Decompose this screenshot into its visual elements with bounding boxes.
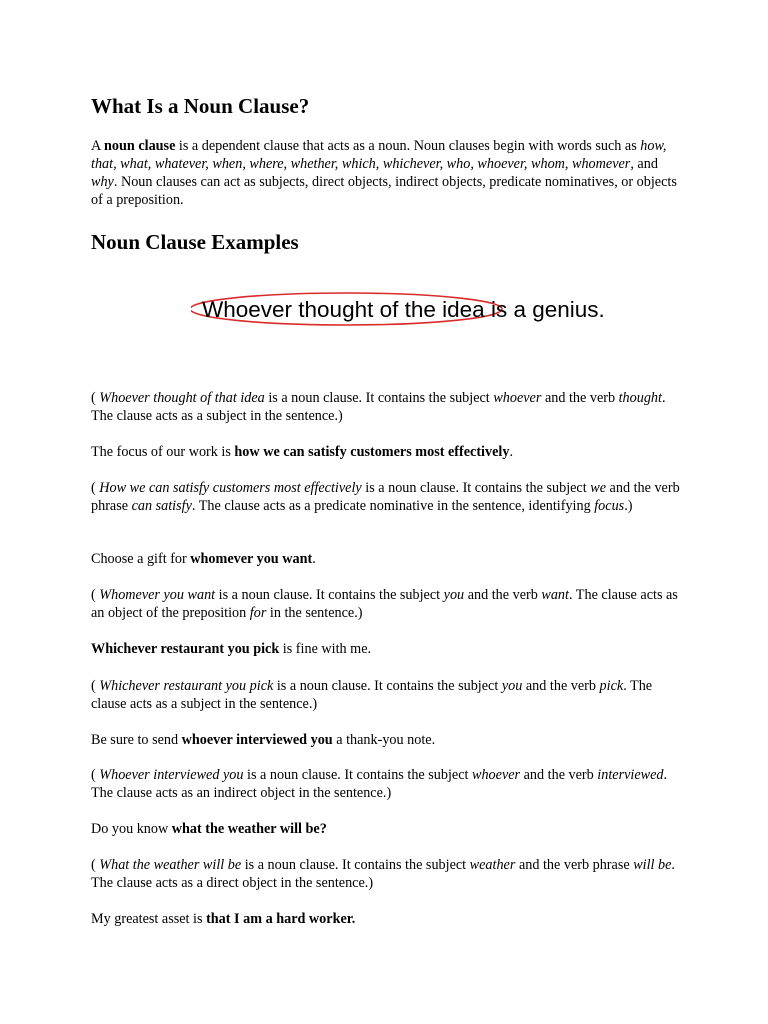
page-title: What Is a Noun Clause?: [91, 94, 310, 118]
section-heading-examples: Noun Clause Examples: [91, 230, 299, 254]
example-figure: [191, 283, 631, 335]
example-2-explanation: ( How we can satisfy customers most effectively is a noun clause. It contains the subject we and the verb phrase can satisfy. The clause acts as a predicate nominative in the sentence, identifying focus.): [91, 480, 680, 514]
example-7-sentence: My greatest asset is that I am a hard worker.: [91, 911, 356, 927]
example-5-sentence: Be sure to send whoever interviewed you a thank-you note.: [91, 732, 436, 748]
example-6-explanation: ( What the weather will be is a noun clause. It contains the subject weather and the verb phrase will be. The clause acts as a direct object in the sentence.): [91, 857, 675, 891]
example-2-sentence: The focus of our work is how we can satisfy customers most effectively.: [91, 444, 513, 460]
example-figure-svg: [191, 283, 631, 335]
example-4-sentence: Whichever restaurant you pick is fine with me.: [91, 641, 372, 657]
example-6-sentence: Do you know what the weather will be?: [91, 821, 327, 837]
example-sentence-rest: is a genius.: [484, 297, 605, 322]
example-5-explanation: ( Whoever interviewed you is a noun clause. It contains the subject whoever and the verb interviewed. The clause acts as an indirect object in the sentence.): [91, 767, 668, 801]
example-1-explanation: ( Whoever thought of that idea is a noun clause. It contains the subject whoever and the verb thought. The clause acts as a subject in the sentence.): [91, 390, 666, 424]
example-circled-clause: Whoever thought of the idea: [202, 297, 485, 322]
example-3-explanation: ( Whomever you want is a noun clause. It contains the subject you and the verb want. The clause acts as an object of the preposition for in the sentence.): [91, 587, 678, 621]
example-3-sentence: Choose a gift for whomever you want.: [91, 551, 316, 567]
intro-paragraph: A noun clause is a dependent clause that acts as a noun. Noun clauses begin with words such as how, that, what, whatever, when, where, whether, which, whichever, who, whoever, whom, whomever, and why. Noun clauses can act as subjects, direct objects, indirect objects, predicate nominatives, or objects of a preposition.: [91, 138, 677, 208]
example-sentence: [202, 297, 605, 322]
example-4-explanation: ( Whichever restaurant you pick is a noun clause. It contains the subject you and the verb pick. The clause acts as a subject in the sentence.): [91, 678, 653, 712]
